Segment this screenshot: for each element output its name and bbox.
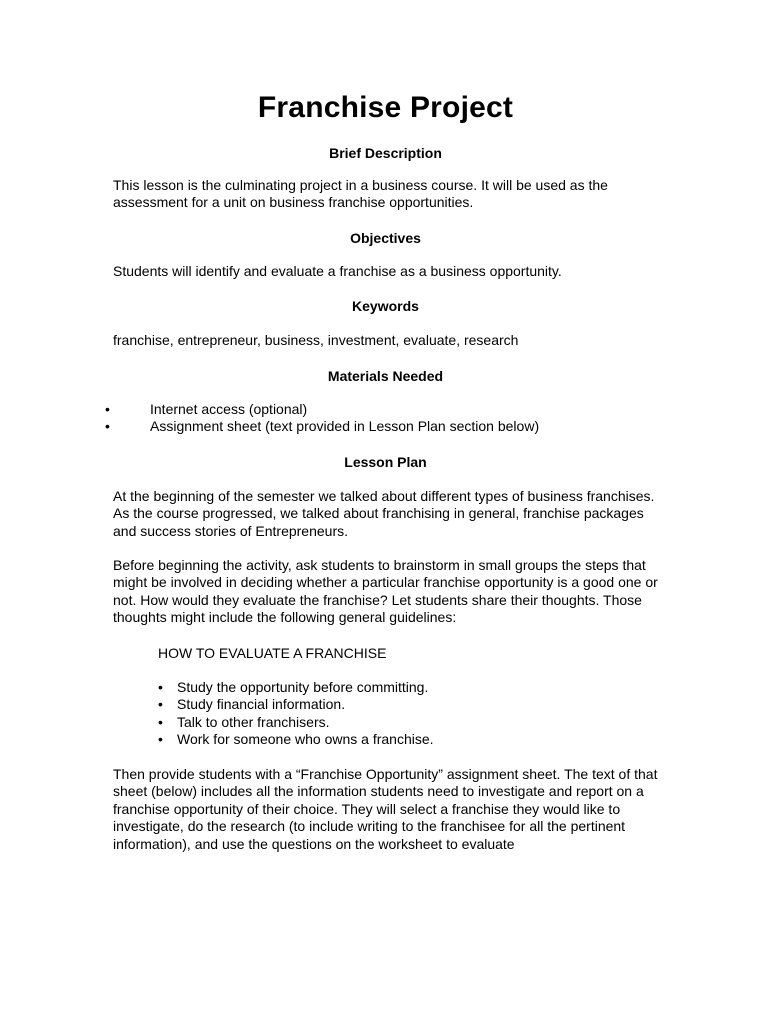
materials-list bbox=[105, 401, 658, 436]
heading-objectives: Objectives bbox=[350, 229, 421, 246]
keywords-text: franchise, entrepreneur, business, investment, evaluate, research bbox=[113, 332, 519, 349]
list-item: • Assignment sheet (text provided in Lesson Plan section below) bbox=[105, 418, 658, 436]
document-page bbox=[113, 88, 658, 853]
list-item: • Internet access (optional) bbox=[105, 401, 658, 419]
brief-description-text: This lesson is the culminating project in a business course. It will be used as the assessment for a unit on business franchise opportunities. bbox=[113, 177, 608, 211]
heading-keywords: Keywords bbox=[352, 298, 419, 315]
list-item: • Study financial information. bbox=[113, 696, 658, 714]
objectives-text: Students will identify and evaluate a franchise as a business opportunity. bbox=[113, 262, 562, 279]
heading-brief-description: Brief Description bbox=[329, 145, 442, 161]
lesson-plan-paragraph-1: At the beginning of the semester we talked about different types of business franchises. As the course progressed, we talked about franchising in general, franchise packages and success stories of Entrepreneurs. bbox=[113, 487, 655, 539]
guidelines-title: HOW TO EVALUATE A FRANCHISE bbox=[158, 644, 387, 661]
lesson-plan-paragraph-2: Before beginning the activity, ask students to brainstorm in small groups the steps that might be involved in deciding whether a particular franchise opportunity is a good one or not. How would they evaluate the franchise? Let students share their thoughts. Those thoughts might include the following general guidelines: bbox=[113, 557, 658, 626]
list-item: • Talk to other franchisers. bbox=[113, 714, 658, 732]
document-title: Franchise Project bbox=[257, 91, 514, 124]
lesson-plan-paragraph-3: Then provide students with a “Franchise Opportunity” assignment sheet. The text of that sheet (below) includes all the information students need to investigate and report on a franchise opportunity of their choice. They will select a franchise they would like to investigate, do the research (to include writing to the franchisee for all the pertinent information), and use the questions on the worksheet to evaluate bbox=[113, 766, 658, 852]
list-item: • Work for someone who owns a franchise. bbox=[113, 731, 658, 749]
list-item: • Study the opportunity before committing. bbox=[113, 679, 658, 697]
heading-materials-needed: Materials Needed bbox=[327, 367, 444, 384]
guidelines-list bbox=[113, 679, 658, 749]
heading-lesson-plan: Lesson Plan bbox=[344, 453, 427, 470]
